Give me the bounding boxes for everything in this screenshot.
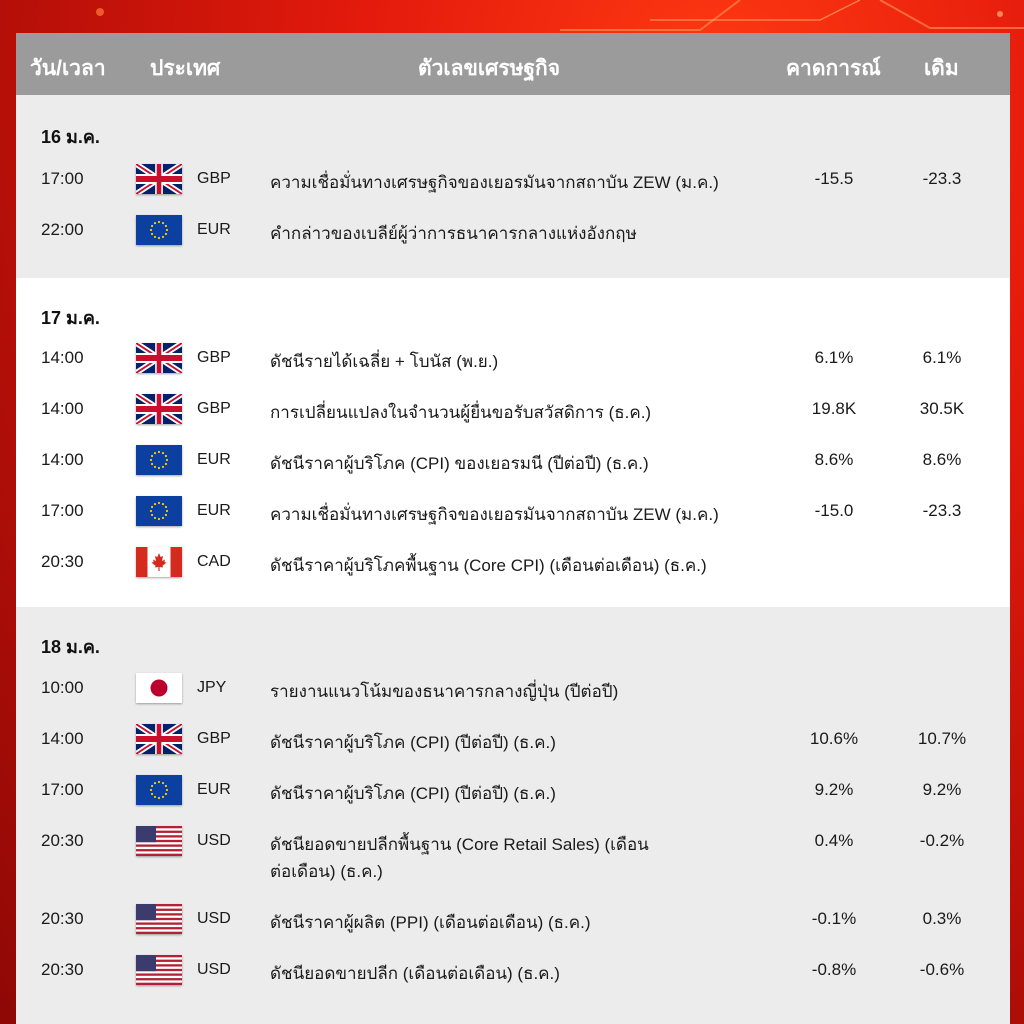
us-flag-icon bbox=[136, 826, 182, 856]
event-previous: 9.2% bbox=[922, 780, 962, 799]
event-row bbox=[16, 340, 1010, 380]
event-indicator: ความเชื่อมั่นทางเศรษฐกิจของเยอรมันจากสถาบัน ZEW (ม.ค.) bbox=[270, 505, 719, 524]
event-row bbox=[16, 952, 1010, 992]
us-flag-icon bbox=[136, 904, 182, 934]
event-forecast: -0.1% bbox=[811, 909, 857, 928]
day-section bbox=[16, 278, 1010, 607]
event-time: 10:00 bbox=[41, 678, 84, 697]
event-time: 20:30 bbox=[41, 552, 84, 571]
eu-flag-icon bbox=[136, 215, 182, 245]
header-forecast: คาดการณ์ bbox=[786, 57, 881, 80]
event-row bbox=[16, 493, 1010, 533]
event-previous: -23.3 bbox=[922, 501, 962, 520]
event-row bbox=[16, 772, 1010, 812]
event-previous: 10.7% bbox=[917, 729, 967, 748]
uk-flag-icon bbox=[136, 724, 182, 754]
event-currency: EUR bbox=[197, 451, 231, 468]
header-time: วัน/เวลา bbox=[30, 57, 106, 80]
day-section bbox=[16, 95, 1010, 278]
event-forecast: -15.5 bbox=[814, 169, 854, 188]
event-currency: EUR bbox=[197, 781, 231, 798]
eu-flag-icon bbox=[136, 496, 182, 526]
event-time: 20:30 bbox=[41, 909, 84, 928]
event-currency: GBP bbox=[197, 349, 231, 366]
event-indicator: ดัชนีราคาผู้บริโภค (CPI) (ปีต่อปี) (ธ.ค.) bbox=[270, 784, 556, 803]
uk-flag-icon bbox=[136, 394, 182, 424]
uk-flag-icon bbox=[136, 343, 182, 373]
day-section bbox=[16, 607, 1010, 1024]
event-row bbox=[16, 442, 1010, 482]
event-time: 14:00 bbox=[41, 729, 84, 748]
event-indicator: ดัชนียอดขายปลีกพื้นฐาน (Core Retail Sales) (เดือนต่อเดือน) (ธ.ค.) bbox=[270, 835, 649, 881]
japan-flag-icon bbox=[136, 673, 182, 703]
event-row bbox=[16, 823, 1010, 881]
event-indicator: ความเชื่อมั่นทางเศรษฐกิจของเยอรมันจากสถาบัน ZEW (ม.ค.) bbox=[270, 173, 719, 192]
table-header bbox=[16, 33, 1010, 95]
eu-flag-icon bbox=[136, 775, 182, 805]
event-time: 17:00 bbox=[41, 780, 84, 799]
day-date: 18 ม.ค. bbox=[41, 637, 100, 657]
event-indicator: ดัชนีรายได้เฉลี่ย + โบนัส (พ.ย.) bbox=[270, 352, 499, 371]
event-forecast: 8.6% bbox=[814, 450, 854, 469]
header-country: ประเทศ bbox=[150, 57, 221, 80]
event-indicator: ดัชนีราคาผู้บริโภค (CPI) ของเยอรมนี (ปีต่อปี) (ธ.ค.) bbox=[270, 454, 649, 473]
event-indicator: ดัชนีราคาผู้บริโภค (CPI) (ปีต่อปี) (ธ.ค.) bbox=[270, 733, 556, 752]
event-forecast: 6.1% bbox=[814, 348, 854, 367]
event-previous: -0.2% bbox=[919, 831, 965, 850]
event-previous: -23.3 bbox=[922, 169, 962, 188]
event-forecast: 9.2% bbox=[814, 780, 854, 799]
event-time: 17:00 bbox=[41, 169, 84, 188]
event-currency: USD bbox=[197, 961, 231, 978]
event-forecast: 0.4% bbox=[814, 831, 854, 850]
header-previous: เดิม bbox=[924, 57, 959, 80]
event-previous: 0.3% bbox=[922, 909, 962, 928]
event-indicator: ดัชนียอดขายปลีก (เดือนต่อเดือน) (ธ.ค.) bbox=[270, 964, 560, 983]
event-row bbox=[16, 391, 1010, 431]
event-forecast: 10.6% bbox=[809, 729, 859, 748]
event-previous: 30.5K bbox=[919, 399, 965, 418]
event-currency: CAD bbox=[197, 553, 231, 570]
event-currency: GBP bbox=[197, 730, 231, 747]
event-row bbox=[16, 670, 1010, 710]
event-time: 17:00 bbox=[41, 501, 84, 520]
canada-flag-icon bbox=[136, 547, 182, 577]
event-time: 14:00 bbox=[41, 399, 84, 418]
event-forecast: -0.8% bbox=[811, 960, 857, 979]
event-currency: USD bbox=[197, 910, 231, 927]
event-indicator: ดัชนีราคาผู้ผลิต (PPI) (เดือนต่อเดือน) (ธ.ค.) bbox=[270, 913, 591, 932]
calendar-body bbox=[16, 95, 1010, 1024]
event-currency: JPY bbox=[197, 679, 227, 696]
event-indicator: ดัชนีราคาผู้บริโภคพื้นฐาน (Core CPI) (เดือนต่อเดือน) (ธ.ค.) bbox=[270, 556, 707, 575]
event-row bbox=[16, 901, 1010, 941]
event-row bbox=[16, 544, 1010, 584]
event-time: 22:00 bbox=[41, 220, 84, 239]
event-indicator: รายงานแนวโน้มของธนาคารกลางญี่ปุ่น (ปีต่อปี) bbox=[270, 682, 619, 701]
us-flag-icon bbox=[136, 955, 182, 985]
event-row bbox=[16, 212, 1010, 252]
event-currency: GBP bbox=[197, 400, 231, 417]
eu-flag-icon bbox=[136, 445, 182, 475]
event-currency: GBP bbox=[197, 170, 231, 187]
event-previous: 6.1% bbox=[922, 348, 962, 367]
event-row bbox=[16, 161, 1010, 201]
day-date: 17 ม.ค. bbox=[41, 308, 100, 328]
day-date: 16 ม.ค. bbox=[41, 127, 100, 147]
event-currency: USD bbox=[197, 832, 231, 849]
event-currency: EUR bbox=[197, 502, 231, 519]
event-indicator: คำกล่าวของเบลีย์ผู้ว่าการธนาคารกลางแห่งอังกฤษ bbox=[270, 224, 637, 243]
event-time: 20:30 bbox=[41, 831, 84, 850]
event-forecast: -15.0 bbox=[814, 501, 854, 520]
event-row bbox=[16, 721, 1010, 761]
uk-flag-icon bbox=[136, 164, 182, 194]
header-indicator: ตัวเลขเศรษฐกิจ bbox=[418, 57, 561, 80]
event-previous: 8.6% bbox=[922, 450, 962, 469]
event-forecast: 19.8K bbox=[811, 399, 857, 418]
event-time: 14:00 bbox=[41, 348, 84, 367]
event-previous: -0.6% bbox=[919, 960, 965, 979]
economic-calendar-panel bbox=[16, 33, 1010, 1024]
event-time: 14:00 bbox=[41, 450, 84, 469]
event-currency: EUR bbox=[197, 221, 231, 238]
event-indicator: การเปลี่ยนแปลงในจำนวนผู้ยื่นขอรับสวัสดิการ (ธ.ค.) bbox=[270, 403, 652, 422]
event-time: 20:30 bbox=[41, 960, 84, 979]
